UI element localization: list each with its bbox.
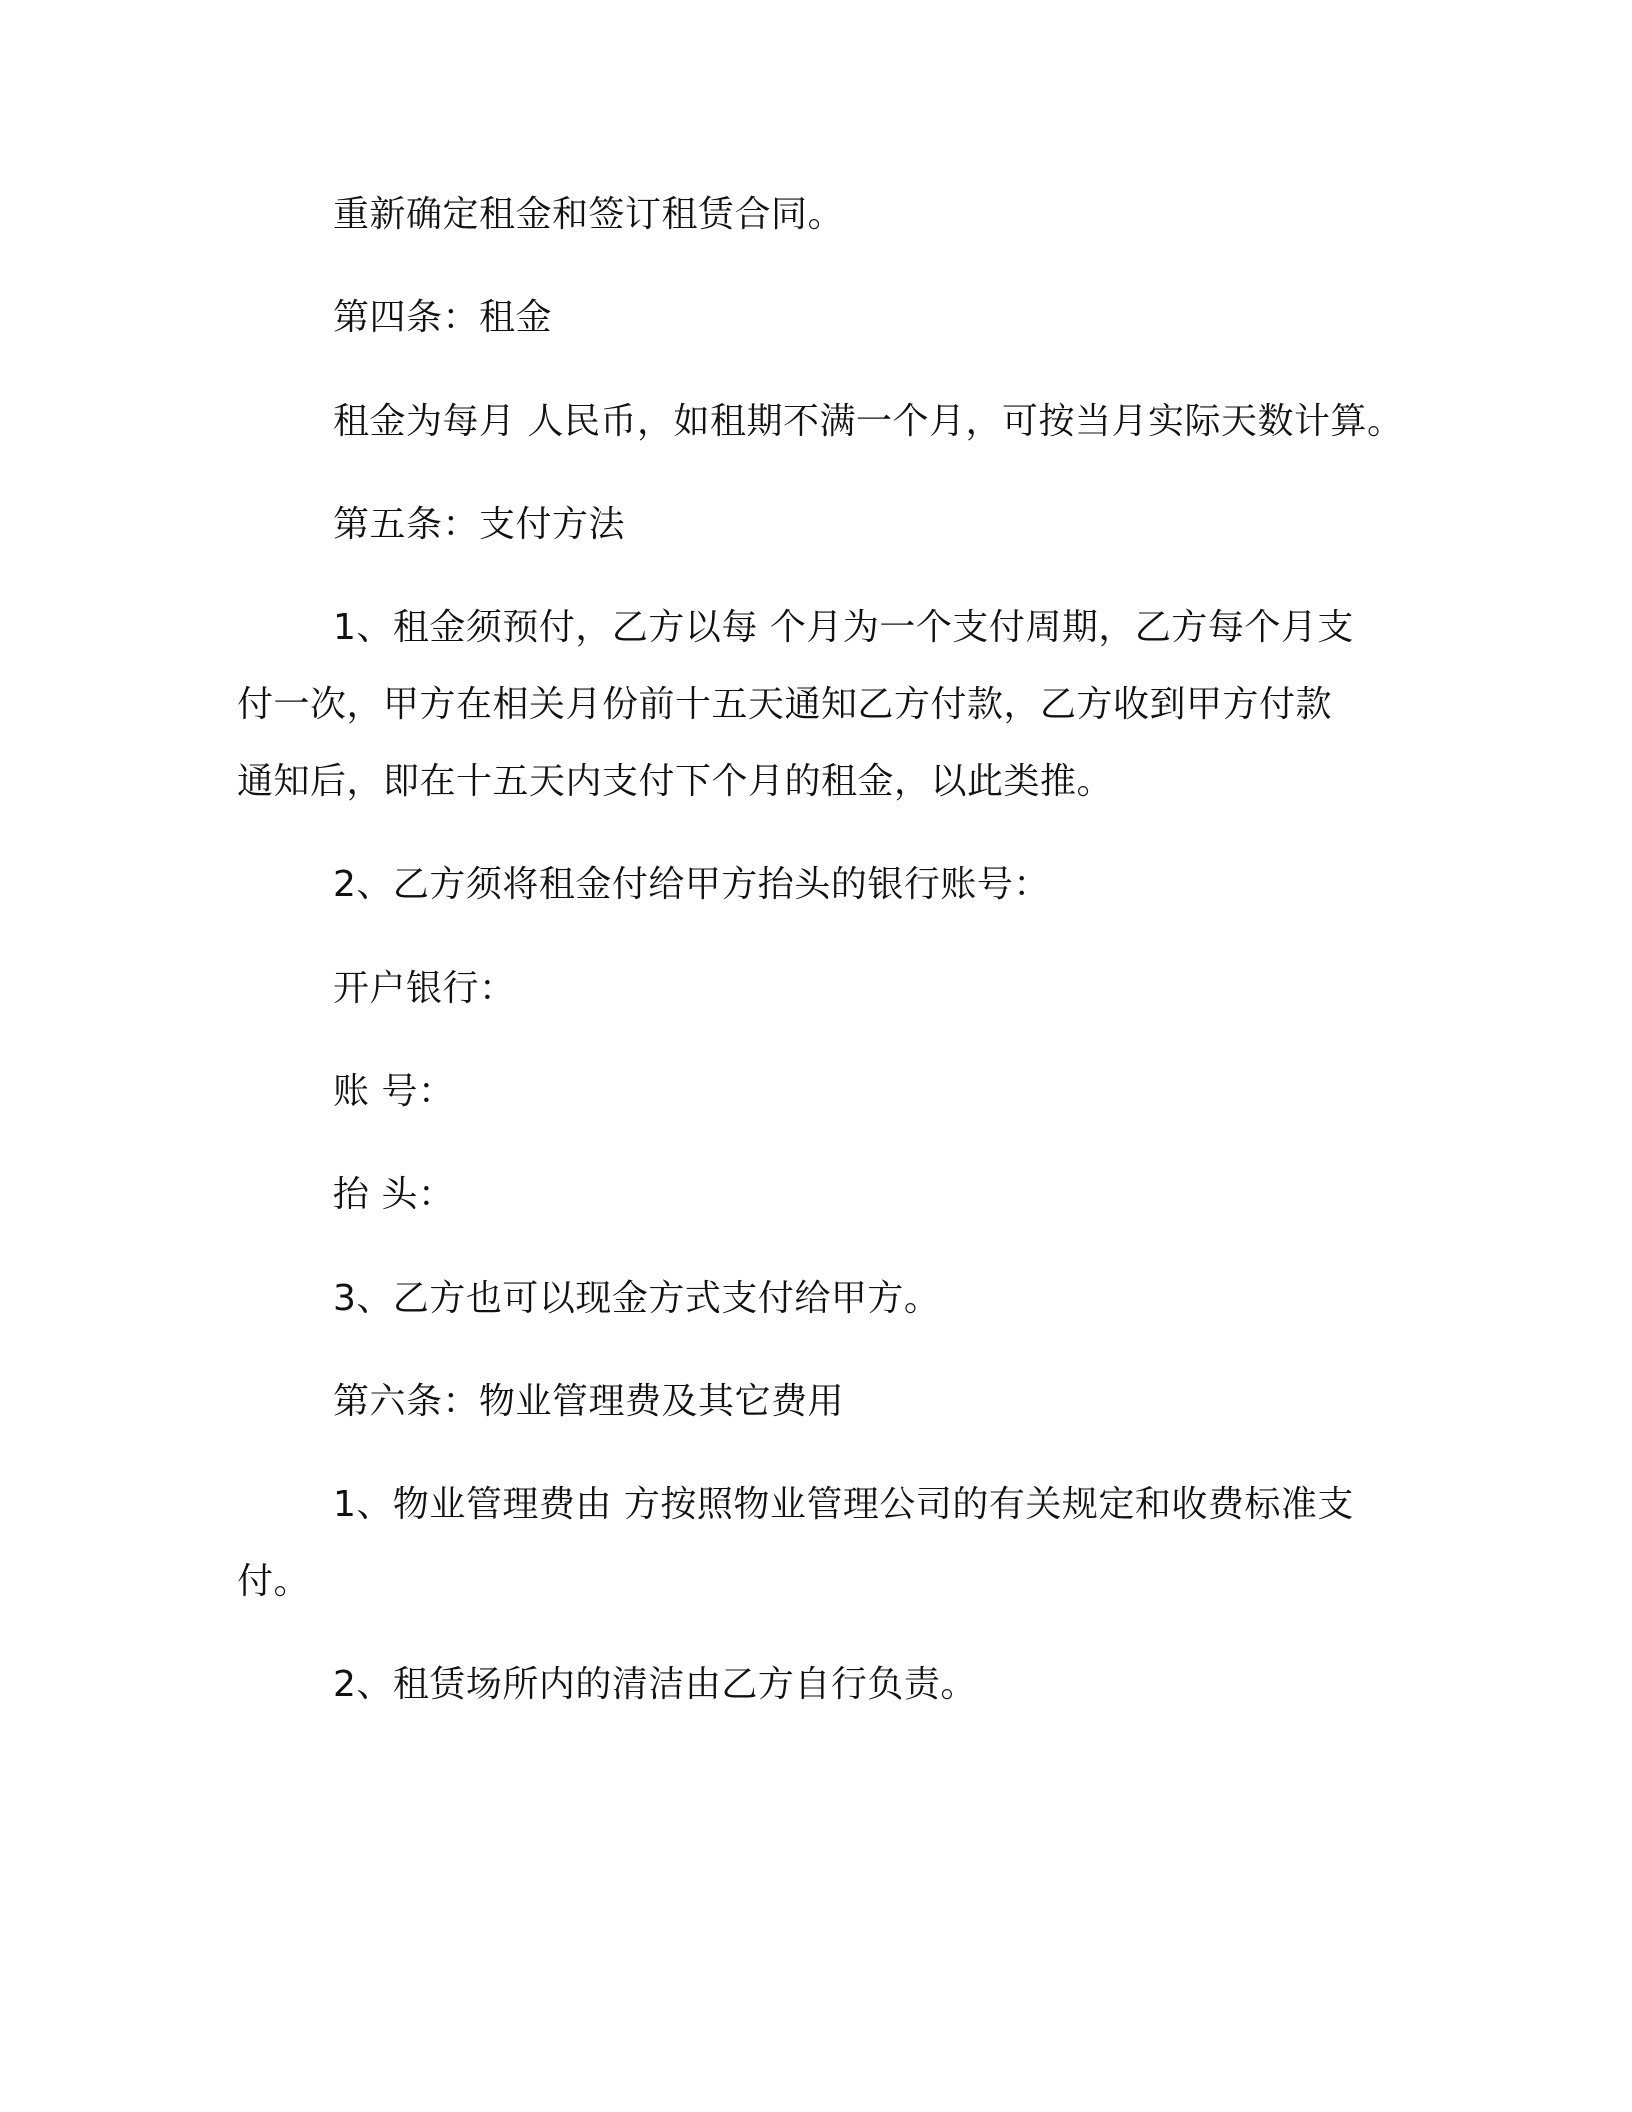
section-heading-article-5: 第五条：支付方法 xyxy=(333,504,626,545)
text-line: 通知后，即在十五天内支付下个月的租金，以此类推。 xyxy=(237,761,1114,802)
text-line: 租金为每月 人民币，如租期不满一个月，可按当月实际天数计算。 xyxy=(333,401,1404,442)
text-line: 2、乙方须将租金付给甲方抬头的银行账号： xyxy=(333,864,1050,905)
text-line: 1、物业管理费由 方按照物业管理公司的有关规定和收费标准支 xyxy=(333,1484,1354,1525)
text-line: 1、租金须预付，乙方以每 个月为一个支付周期，乙方每个月支 xyxy=(333,607,1354,648)
account-number-label: 账 号： xyxy=(333,1071,455,1112)
section-heading-article-4: 第四条：租金 xyxy=(333,297,553,338)
section-heading-article-6: 第六条：物业管理费及其它费用 xyxy=(333,1381,845,1422)
text-line: 3、乙方也可以现金方式支付给甲方。 xyxy=(333,1278,941,1319)
account-holder-label: 抬 头： xyxy=(333,1174,455,1215)
text-line: 2、租赁场所内的清洁由乙方自行负责。 xyxy=(333,1664,977,1705)
text-line: 重新确定租金和签订租赁合同。 xyxy=(333,194,845,235)
bank-name-label: 开户银行： xyxy=(333,968,516,1009)
text-line: 付。 xyxy=(237,1561,311,1602)
text-line: 付一次，甲方在相关月份前十五天通知乙方付款，乙方收到甲方付款 xyxy=(237,684,1333,725)
